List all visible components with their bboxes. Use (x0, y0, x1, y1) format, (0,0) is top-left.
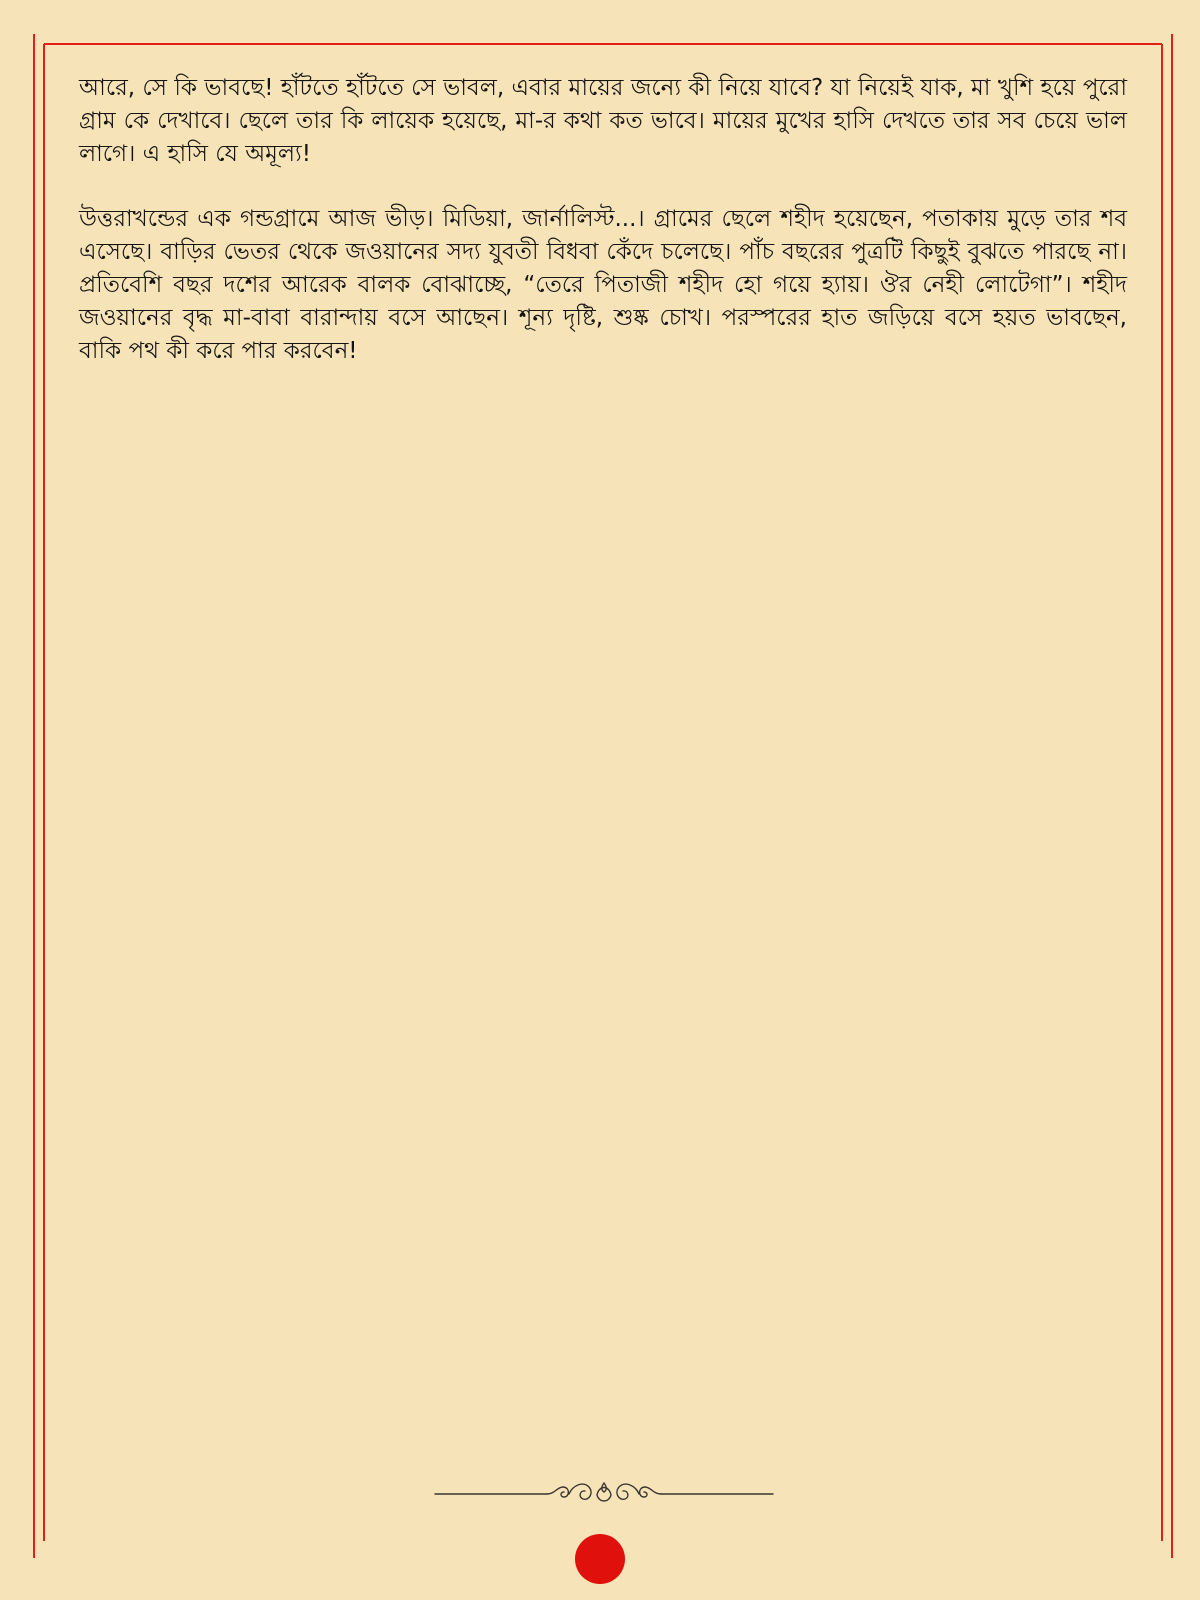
story-text (79, 72, 1127, 400)
paragraph-1: আরে, সে কি ভাবছে! হাঁটতে হাঁটতে সে ভাবল, এবার মায়ের জন্যে কী নিয়ে যাবে? যা নিয়েই যাক, মা খুশি হয়ে পুরো গ্রাম কে দেখাবে। ছেলে তার কি লায়েক হয়েছে, মা-র কথা কত ভাবে। মায়ের মুখের হাসি দেখতে তার সব চেয়ে ভাল লাগে। এ হাসি যে অমূল্য! (79, 75, 1127, 167)
paragraph-2: উত্তরাখন্ডের এক গন্ডগ্রামে আজ ভীড়। মিডিয়া, জার্নালিস্ট...। গ্রামের ছেলে শহীদ হয়েছেন, পতাকায় মুড়ে তার শব এসেছে। বাড়ির ভেতর থেকে জওয়ানের সদ্য যুবতী বিধবা কেঁদে চলেছে। পাঁচ বছরের পুত্রটি কিছুই বুঝতে পারছে না। প্রতিবেশি বছর দশের আরেক বালক বোঝাচ্ছে, “তেরে পিতাজী শহীদ হো গয়ে হ্যায়। ঔর নেহী লোটেগা”। শহীদ জওয়ানের বৃদ্ধ মা-বাবা বারান্দায় বসে আছেন। শূন্য দৃষ্টি, শুষ্ক চোখ। পরস্পরের হাত জড়িয়ে বসে হয়ত ভাবছেন, বাকি পথ কী করে পার করবেন! (79, 206, 1127, 364)
red-dot-seal-icon (575, 1534, 625, 1584)
flourish-divider-icon (433, 1475, 775, 1513)
